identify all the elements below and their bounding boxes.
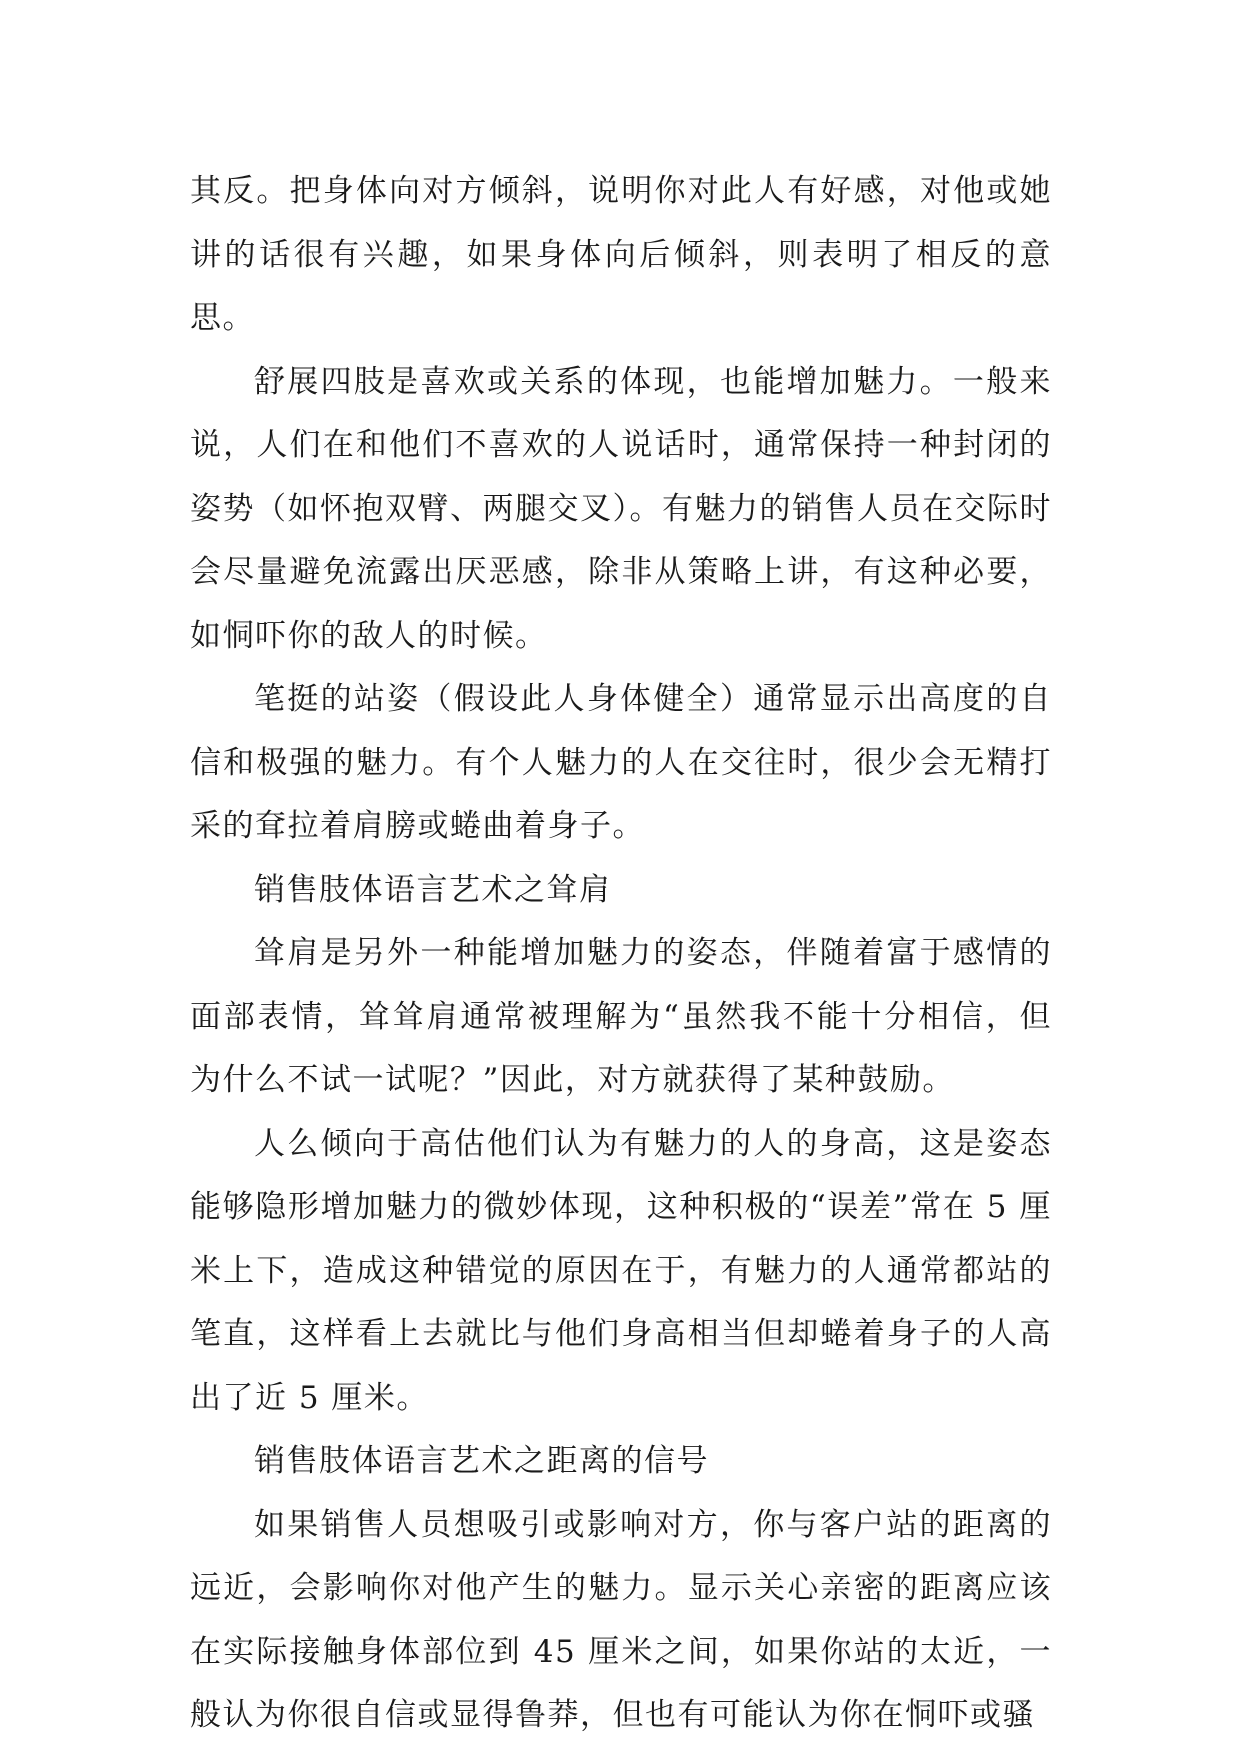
section-heading-shrug: 销售肢体语言艺术之耸肩 <box>254 871 612 908</box>
paragraph-shrug: 耸肩是另外一种能增加魅力的姿态，伴随着富于感情的面部表情，耸耸肩通常被理解为“虽然我不能十分相信，但为什么不试一试呢？”因此，对方就获得了某种鼓励。 <box>190 935 1052 1098</box>
paragraph-height-perception: 人么倾向于高估他们认为有魅力的人的身高，这是姿态能够隐形增加魅力的微妙体现，这种积极的“误差”常在 5 厘米上下，造成这种错觉的原因在于，有魅力的人通常都站的笔直，这样看上去就比与他们身高相当但却蜷着身子的人高出了近 5 厘米。 <box>190 1125 1052 1416</box>
paragraph-upright-posture: 笔挺的站姿（假设此人身体健全）通常显示出高度的自信和极强的魅力。有个人魅力的人在交往时，很少会无精打采的耷拉着肩膀或蜷曲着身子。 <box>190 681 1052 844</box>
document-body <box>190 160 1052 1748</box>
paragraph-distance: 如果销售人员想吸引或影响对方，你与客户站的距离的远近，会影响你对他产生的魅力。显示关心亲密的距离应该在实际接触身体部位到 45 厘米之间，如果你站的太近，一般认为你很自信或显得鲁莽，但也有可能认为你在恫吓或骚 <box>190 1506 1052 1733</box>
section-heading-distance: 销售肢体语言艺术之距离的信号 <box>254 1443 709 1479</box>
paragraph-stretch-limbs: 舒展四肢是喜欢或关系的体现，也能增加魅力。一般来说，人们在和他们不喜欢的人说话时，通常保持一种封闭的姿势（如怀抱双臂、两腿交叉）。有魅力的销售人员在交际时会尽量避免流露出厌恶感，除非从策略上讲，有这种必要，如恫吓你的敌人的时候。 <box>190 363 1052 654</box>
paragraph-continuation: 其反。把身体向对方倾斜，说明你对此人有好感，对他或她讲的话很有兴趣，如果身体向后倾斜，则表明了相反的意思。 <box>190 173 1052 336</box>
